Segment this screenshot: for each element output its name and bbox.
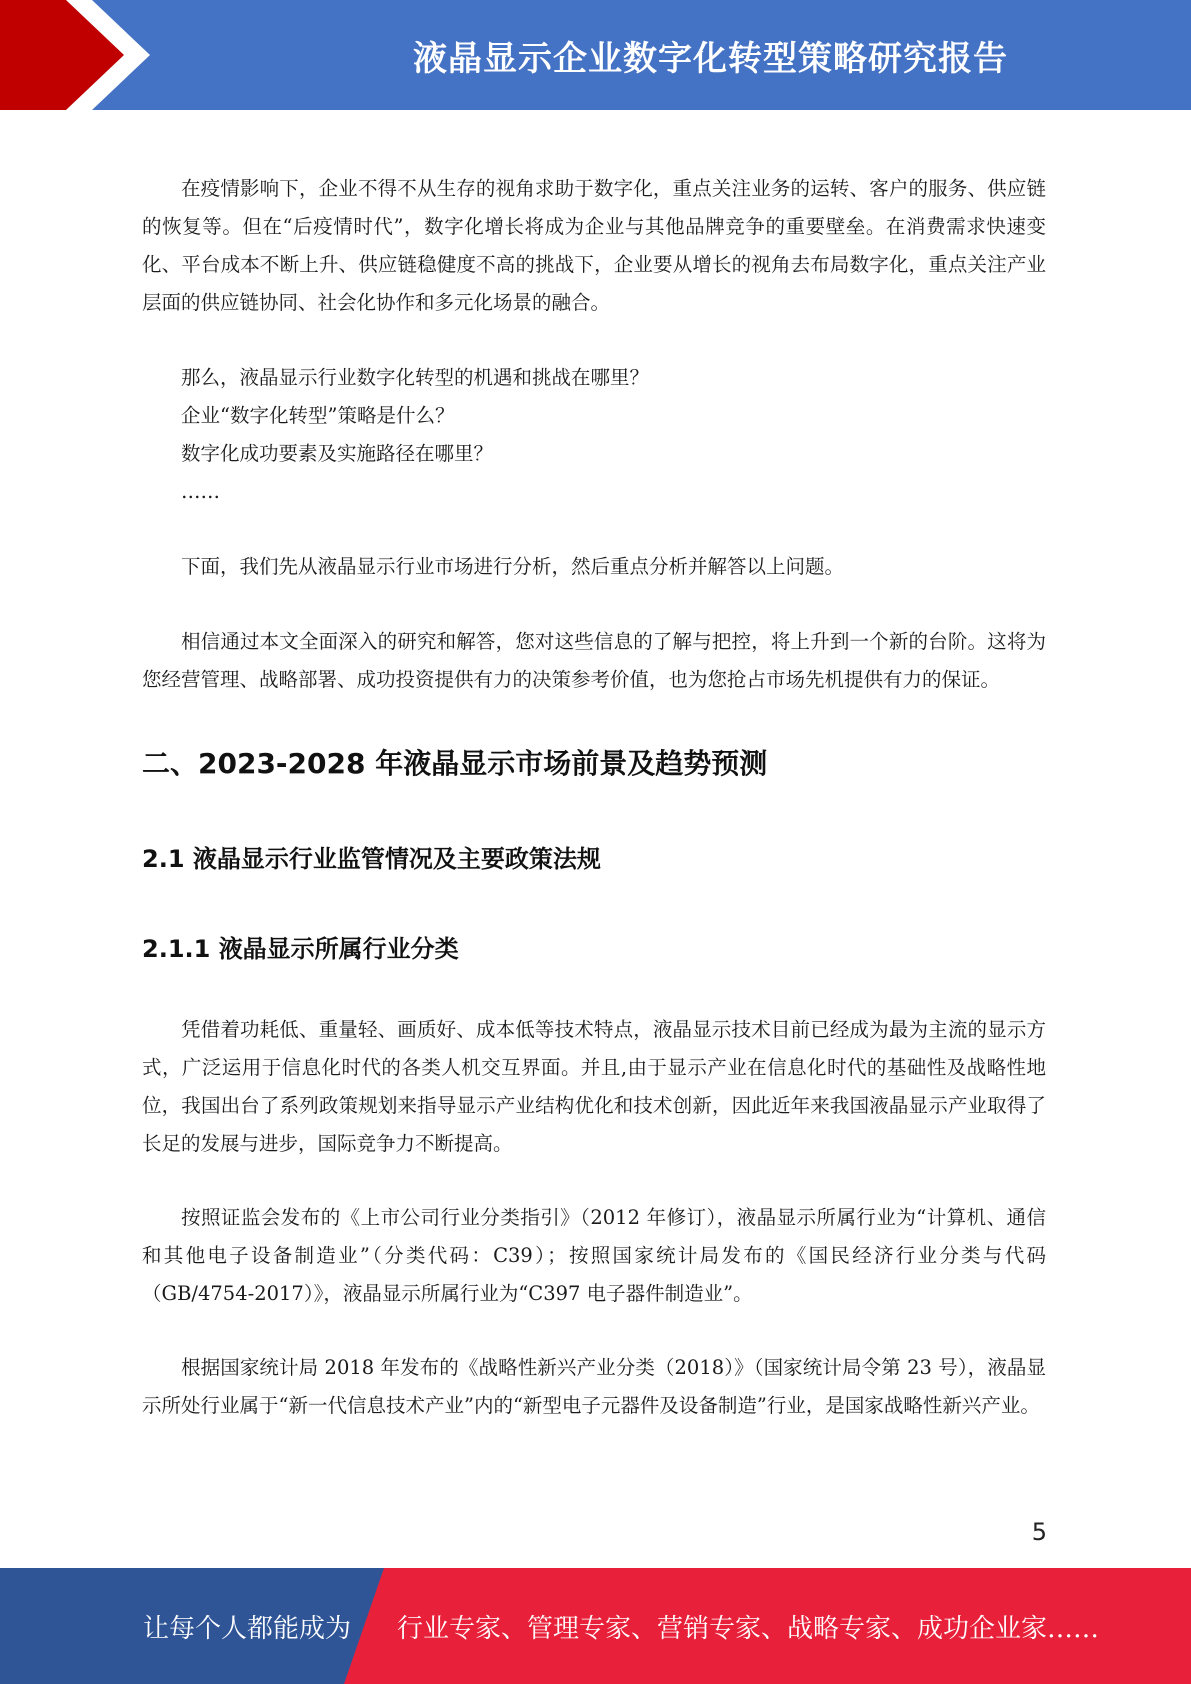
page-number: 5 (1031, 1518, 1047, 1546)
footer-slogan-right: 行业专家、管理专家、营销专家、战略专家、成功企业家…… (397, 1613, 1100, 1644)
document-body (142, 170, 1046, 1425)
question-2: 企业“数字化转型”策略是什么？ (181, 404, 455, 427)
report-title: 液晶显示企业数字化转型策略研究报告 (413, 38, 1008, 79)
intro-paragraph-1: 在疫情影响下，企业不得不从生存的视角求助于数字化，重点关注业务的运转、客户的服务、供应链的恢复等。但在“后疫情时代”，数字化增长将成为企业与其他品牌竞争的重要壁垒。在消费需求快速变化、平台成本不断上升、供应链稳健度不高的挑战下，企业要从增长的视角去布局数字化，重点关注产业层面的供应链协同、社会化协作和多元化场景的融合。 (142, 177, 1046, 314)
page-header (0, 0, 1191, 110)
question-3: 数字化成功要素及实施路径在哪里？ (181, 442, 494, 465)
subsubsection-heading: 2.1.1 液晶显示所属行业分类 (142, 935, 459, 963)
section-paragraph-1: 凭借着功耗低、重量轻、画质好、成本低等技术特点，液晶显示技术目前已经成为最为主流的显示方式，广泛运用于信息化时代的各类人机交互界面。并且,由于显示产业在信息化时代的基础性及战略性地位，我国出台了系列政策规划来指导显示产业结构优化和技术创新，因此近年来我国液晶显示产业取得了长足的发展与进步，国际竞争力不断提高。 (142, 1018, 1046, 1155)
page-footer (0, 1568, 1191, 1684)
intro-paragraph-2: 下面，我们先从液晶显示行业市场进行分析，然后重点分析并解答以上问题。 (181, 555, 845, 578)
section-paragraph-3: 根据国家统计局 2018 年发布的《战略性新兴产业分类（2018）》（国家统计局令第 23 号），液晶显示所处行业属于“新一代信息技术产业”内的“新型电子元器件及设备制造”行业，是国家战略性新兴产业。 (142, 1356, 1046, 1417)
intro-paragraph-3: 相信通过本文全面深入的研究和解答，您对这些信息的了解与把控，将上升到一个新的台阶。这将为您经营管理、战略部署、成功投资提供有力的决策参考价值，也为您抢占市场先机提供有力的保证。 (142, 630, 1046, 691)
footer-slogan-left: 让每个人都能成为 (143, 1613, 352, 1644)
header-arrow-icon (0, 0, 160, 110)
question-ellipsis: …… (181, 480, 220, 503)
section-heading: 二、2023-2028 年液晶显示市场前景及趋势预测 (142, 747, 768, 780)
section-paragraph-2: 按照证监会发布的《上市公司行业分类指引》（2012 年修订），液晶显示所属行业为“计算机、通信和其他电子设备制造业”（分类代码：C39）；按照国家统计局发布的《国民经济行业分类与代码（GB/4754-2017）》，液晶显示所属行业为“C397 电子器件制造业”。 (142, 1206, 1046, 1305)
subsection-heading: 2.1 液晶显示行业监管情况及主要政策法规 (142, 845, 601, 873)
question-1: 那么，液晶显示行业数字化转型的机遇和挑战在哪里？ (181, 366, 650, 389)
